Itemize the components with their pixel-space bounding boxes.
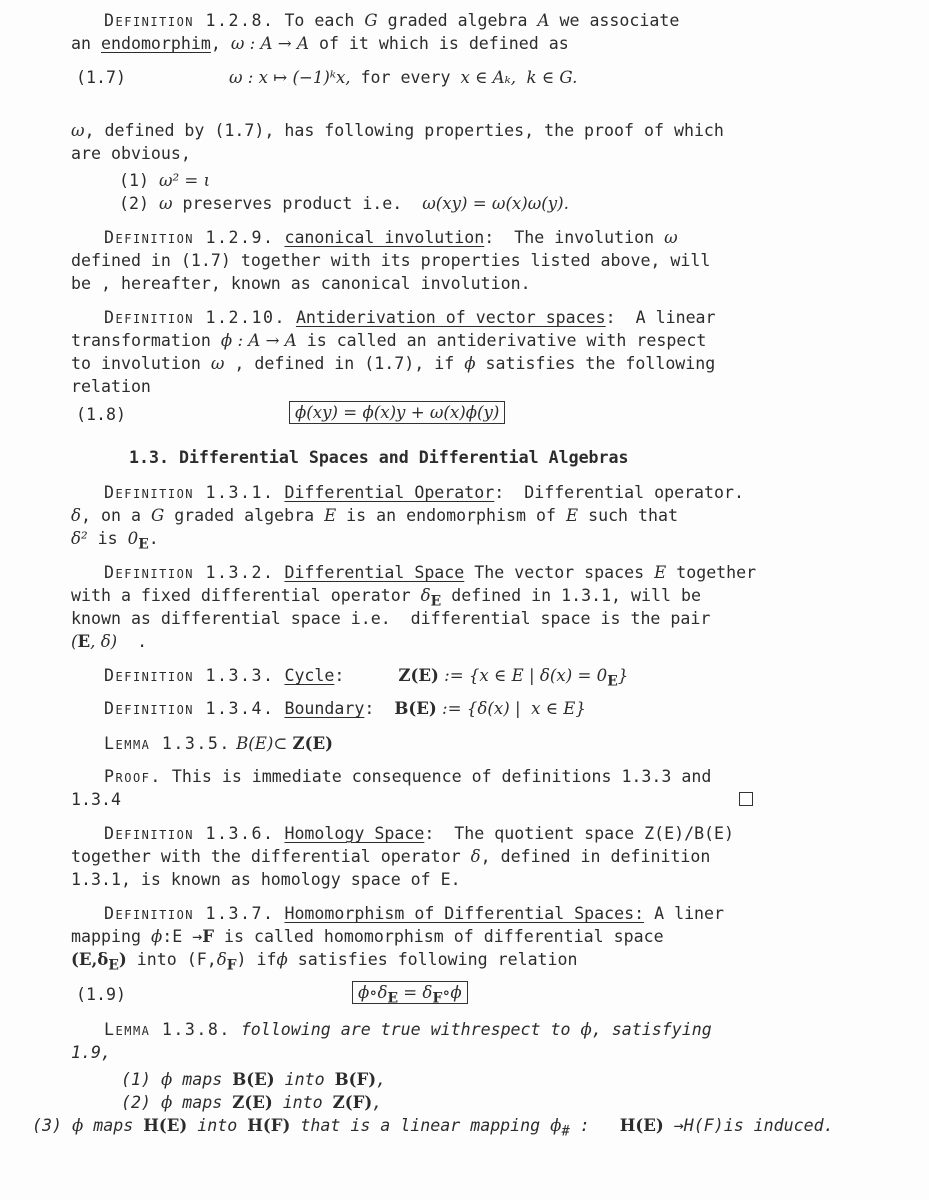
def-1-3-6-line-3: 1.3.1, is known as homology space of E. <box>71 870 461 889</box>
term-homology-space: Homology Space <box>284 824 425 843</box>
term-canonical-involution: canonical involution <box>284 228 485 247</box>
def-1-2-10-line-2: transformation ϕ : A → A is called an antiderivative with respect <box>71 331 707 350</box>
equation-1-9: $\phi\circ\delta_E$ = $\delta_F\circ\phi$ <box>352 981 468 1010</box>
property-1: (1) ω² = ι <box>119 171 211 190</box>
lemma-item-2: (2) ϕ maps Z(E) into Z(F), <box>121 1092 383 1112</box>
equation-number-1-8: (1.8) <box>76 405 126 424</box>
equation-number-1-7: (1.7) <box>76 68 126 87</box>
def-1-2-9-line-3: be , hereafter, known as canonical involution. <box>71 274 531 293</box>
term-cycle: Cycle <box>284 666 335 685</box>
def-1-2-10-line-3: to involution ω , defined in (1.7), if ϕ satisfies the following <box>71 354 716 373</box>
def-1-2-8-line-2: an endomorphim, ω : A → A of it which is defined as <box>71 34 569 53</box>
properties-line-1: ω, defined by (1.7), has following properties, the proof of which <box>71 121 724 140</box>
lemma-1-3-5: Lemma 1.3.5. B(E)⊂ Z(E) <box>104 733 334 753</box>
equation-1-7: ω : x ↦ (−1)ᵏx, for every x ∈ Aₖ, k ∈ G. <box>229 68 578 87</box>
equation-1-8: ϕ(xy) = ϕ(x)y + ω(x)ϕ(y) <box>289 401 505 424</box>
term-boundary: Boundary <box>284 699 365 718</box>
def-1-3-2-line-3: known as differential space i.e. differential space is the pair <box>71 609 711 628</box>
property-2: (2) ω preserves product i.e. ω(xy) = ω(x)ω(y). <box>119 194 569 213</box>
def-1-3-4: Definition 1.3.4. Boundary: B(E) := {δ(x) | x ∈ E} <box>104 698 586 718</box>
term-endomorphim: endomorphim <box>100 34 211 53</box>
def-1-3-2-line-2: with a fixed differential operator $\delta_E$ defined in 1.3.1, will be <box>71 586 701 610</box>
proof-line-1: Proof. This is immediate consequence of definitions 1.3.3 and <box>104 767 712 786</box>
term-differential-operator: Differential Operator <box>284 483 495 502</box>
term-antiderivation: Antiderivation of vector spaces <box>295 308 606 327</box>
def-1-3-2-line-4: (E, δ) . <box>71 631 148 651</box>
lemma-item-3: (3) ϕ maps H(E) into H(F) that is a linear mapping $\phi_{\#}$ : H(E) →H(F)is induced. <box>32 1115 834 1140</box>
equation-number-1-9: (1.9) <box>76 985 126 1004</box>
def-1-3-6-line-1: Definition 1.3.6. Homology Space: The quotient space Z(E)/B(E) <box>104 824 735 843</box>
lemma-item-1: (1) ϕ maps B(E) into B(F), <box>121 1069 387 1089</box>
def-1-3-1-line-1: Definition 1.3.1. Differential Operator: Differential operator. <box>104 483 745 502</box>
def-1-3-1-line-2: δ, on a G graded algebra E is an endomorphism of E such that <box>71 506 678 525</box>
lemma-1-3-8-line-1: Lemma 1.3.8. following are true withrespect to ϕ, satisfying <box>104 1020 712 1039</box>
def-1-3-6-line-2: together with the differential operator δ, defined in definition <box>71 847 711 866</box>
term-homomorphism: Homomorphism of Differential Spaces: <box>284 904 645 923</box>
def-1-2-8-line-1: Definition 1.2.8. To each G graded algebra A we associate <box>104 11 680 30</box>
def-1-3-7-line-3: $(E,\delta_E)$ into $(F,\delta_F)$ ifϕ satisfies following relation <box>71 949 578 974</box>
def-1-3-2-line-1: Definition 1.3.2. Differential Space The vector spaces E together <box>104 563 757 582</box>
def-1-2-9-line-1: Definition 1.2.9. canonical involution: The involution ω <box>104 228 678 247</box>
def-1-2-9-line-2: defined in (1.7) together with its properties listed above, will <box>71 251 711 270</box>
proof-line-2: 1.3.4 <box>71 790 121 809</box>
lemma-1-3-8-line-2: 1.9, <box>71 1043 111 1062</box>
def-1-3-7-line-1: Definition 1.3.7. Homomorphism of Differential Spaces: A liner <box>104 904 725 923</box>
def-1-3-3: Definition 1.3.3. Cycle: Z(E) := {x ∈ E | $\delta(x) = 0_E$} <box>104 665 629 690</box>
def-1-2-10-line-1: Definition 1.2.10. Antiderivation of vector spaces: A linear <box>104 308 716 327</box>
properties-line-2: are obvious, <box>71 144 191 163</box>
term-differential-space: Differential Space <box>284 563 465 582</box>
def-1-3-1-line-3: δ² is $0_E$. <box>71 529 159 553</box>
section-heading: 1.3. Differential Spaces and Differential Algebras <box>129 448 629 467</box>
def-1-3-7-line-2: mapping ϕ:E →F is called homomorphism of differential space <box>71 926 664 946</box>
def-1-2-10-line-4: relation <box>71 377 151 396</box>
qed-square-icon <box>739 792 753 806</box>
